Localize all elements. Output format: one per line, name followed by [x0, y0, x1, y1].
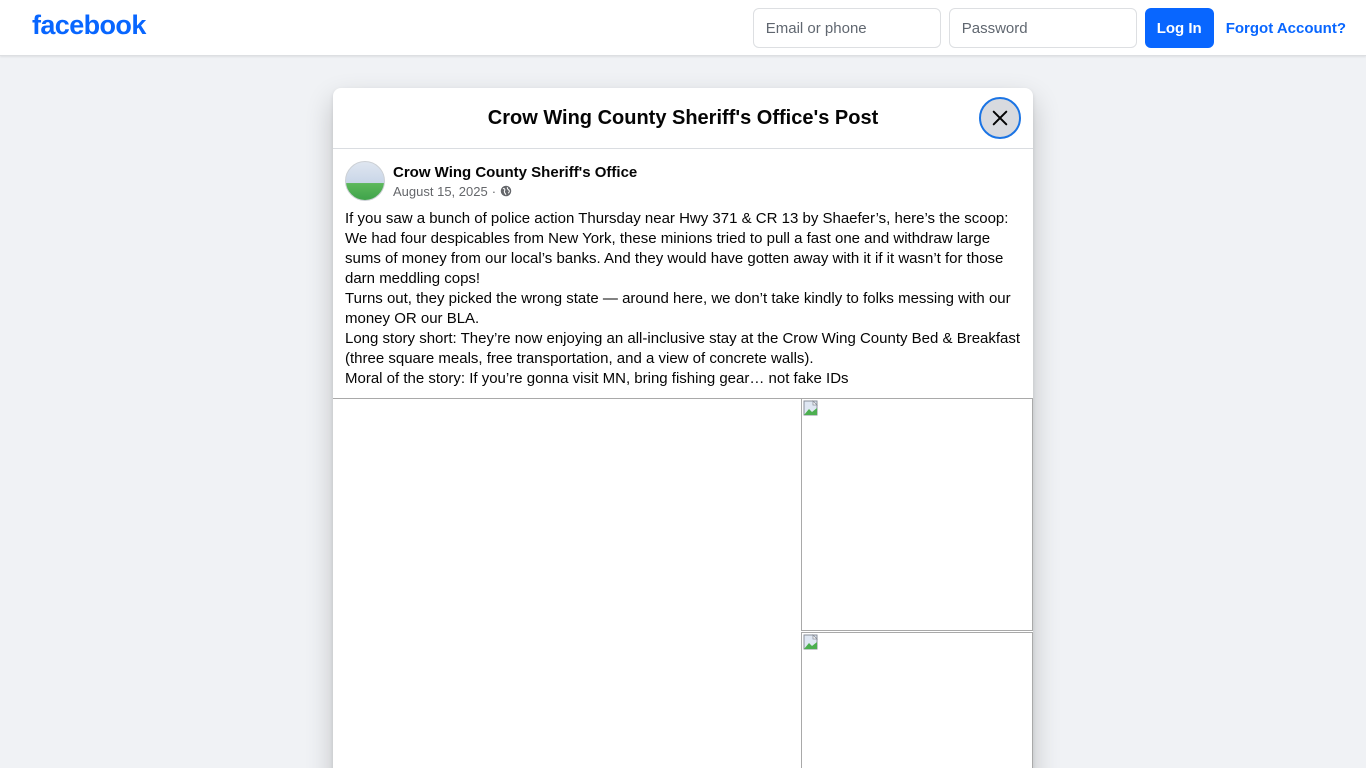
post-paragraph: If you saw a bunch of police action Thursday near Hwy 371 & CR 13 by Shaefer’s, here’s the scoop: [345, 210, 1009, 227]
top-bar [0, 0, 1366, 56]
post-paragraph: Long story short: They’re now enjoying an all-inclusive stay at the Crow Wing County Bed & Breakfast (three square meals, free transportation, and a view of concrete walls). [345, 330, 1021, 367]
meta-separator: · [491, 183, 497, 199]
post-paragraph: Turns out, they picked the wrong state — around here, we don’t take kindly to folks messing with our money OR our BLA. [345, 290, 1011, 327]
post-image-3[interactable] [801, 632, 1033, 768]
forgot-account-link[interactable]: Forgot Account? [1225, 19, 1346, 37]
modal-header [333, 88, 1033, 149]
post-image-2[interactable] [801, 398, 1033, 631]
post-author[interactable]: Crow Wing County Sheriff's Office [393, 163, 638, 181]
post-meta [393, 184, 637, 199]
post-text [333, 201, 1033, 401]
login-button[interactable]: Log In [1145, 8, 1214, 48]
broken-image-icon [803, 400, 819, 416]
post-image-main[interactable] [333, 399, 801, 768]
close-icon [991, 109, 1009, 127]
login-form [753, 8, 1346, 48]
close-button[interactable] [979, 97, 1021, 139]
email-input[interactable] [753, 8, 941, 48]
modal-title: Crow Wing County Sheriff's Office's Post [487, 106, 879, 129]
password-input[interactable] [949, 8, 1137, 48]
post-header [333, 149, 1033, 201]
broken-image-icon [803, 634, 819, 650]
post-paragraph: We had four despicables from New York, these minions tried to pull a fast one and withdraw large sums of money from our local’s banks. And they would have gotten away with it if it wasn’t for those darn meddling cops! [345, 230, 1004, 287]
post-paragraph: Moral of the story: If you’re gonna visit MN, bring fishing gear… not fake IDs [345, 370, 849, 387]
avatar[interactable] [345, 161, 385, 201]
post-media-grid [333, 398, 1033, 768]
post-date[interactable]: August 15, 2025 [393, 183, 488, 199]
globe-icon [500, 185, 512, 197]
facebook-logo[interactable]: facebook [32, 10, 146, 40]
post-modal [333, 88, 1033, 768]
